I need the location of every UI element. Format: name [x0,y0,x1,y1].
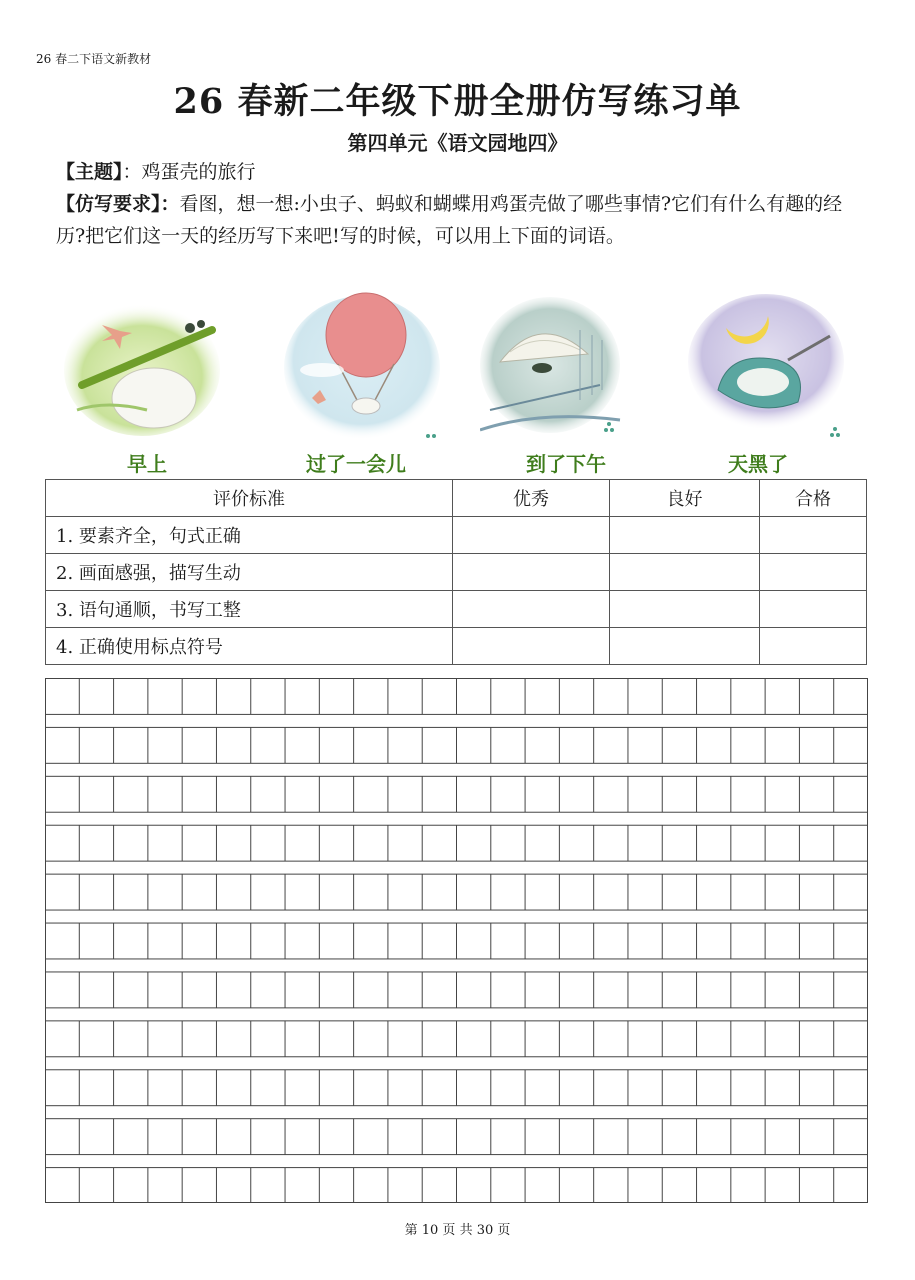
caption-night: 天黑了 [728,452,788,476]
grid-row [46,972,868,1008]
grid-row [46,825,868,861]
table-row [46,591,867,628]
topic-line [56,157,256,184]
table-row [46,628,867,665]
requirement-text: 看图，想一想:小虫子、蚂蚁和蝴蝶用鸡蛋壳做了哪些事情?它们有什么有趣的经历?把它们这一天的经历写下来吧!写的时候，可以用上下面的词语。 [56,193,843,247]
criteria-cell: 3. 语句通顺，书写工整 [46,591,453,628]
grid-row [46,727,868,763]
grid-row [46,1168,868,1203]
grid-row [46,1119,868,1155]
evaluation-table [45,479,867,665]
score-cell[interactable] [610,554,760,591]
score-cell[interactable] [760,628,867,665]
score-cell[interactable] [610,591,760,628]
requirement-label: 【仿写要求】： [56,193,180,215]
header-pass: 合格 [760,480,867,517]
seesaw-eggshell-illustration [62,290,222,440]
score-cell[interactable] [453,554,610,591]
umbrella-eggshell-illustration [480,290,630,440]
page-subtitle: 第四单元《语文园地四》 [347,131,568,155]
score-cell[interactable] [610,517,760,554]
score-cell[interactable] [610,628,760,665]
topic-label: 【主题】 [56,161,123,183]
score-cell[interactable] [453,517,610,554]
requirement-paragraph [56,188,868,252]
table-header-row [46,480,867,517]
header-excellent: 优秀 [453,480,610,517]
grid-row [46,1021,868,1057]
table-row [46,554,867,591]
caption-afternoon: 到了下午 [526,452,606,476]
criteria-cell: 2. 画面感强，描写生动 [46,554,453,591]
balloon-eggshell-illustration [282,290,442,445]
score-cell[interactable] [760,554,867,591]
page-title: 26 春新二年级下册全册仿写练习单 [173,81,742,122]
table-row [46,517,867,554]
grid-row [46,1070,868,1106]
score-cell[interactable] [760,517,867,554]
grid-row [46,679,868,715]
caption-a-while-later: 过了一会儿 [306,452,406,476]
criteria-cell: 4. 正确使用标点符号 [46,628,453,665]
score-cell[interactable] [453,628,610,665]
criteria-cell: 1. 要素齐全，句式正确 [46,517,453,554]
writing-grid[interactable] [45,678,868,1203]
grid-row [46,923,868,959]
score-cell[interactable] [760,591,867,628]
score-cell[interactable] [453,591,610,628]
header-good: 良好 [610,480,760,517]
page-number: 第 10 页 共 30 页 [404,1223,511,1238]
grid-row [46,776,868,812]
header-criteria: 评价标准 [46,480,453,517]
caption-morning: 早上 [127,452,167,476]
bed-eggshell-moon-illustration [688,290,848,445]
topic-text: ：鸡蛋壳的旅行 [122,161,256,183]
grid-row [46,874,868,910]
header-note: 26 春二下语文新教材 [36,52,152,66]
